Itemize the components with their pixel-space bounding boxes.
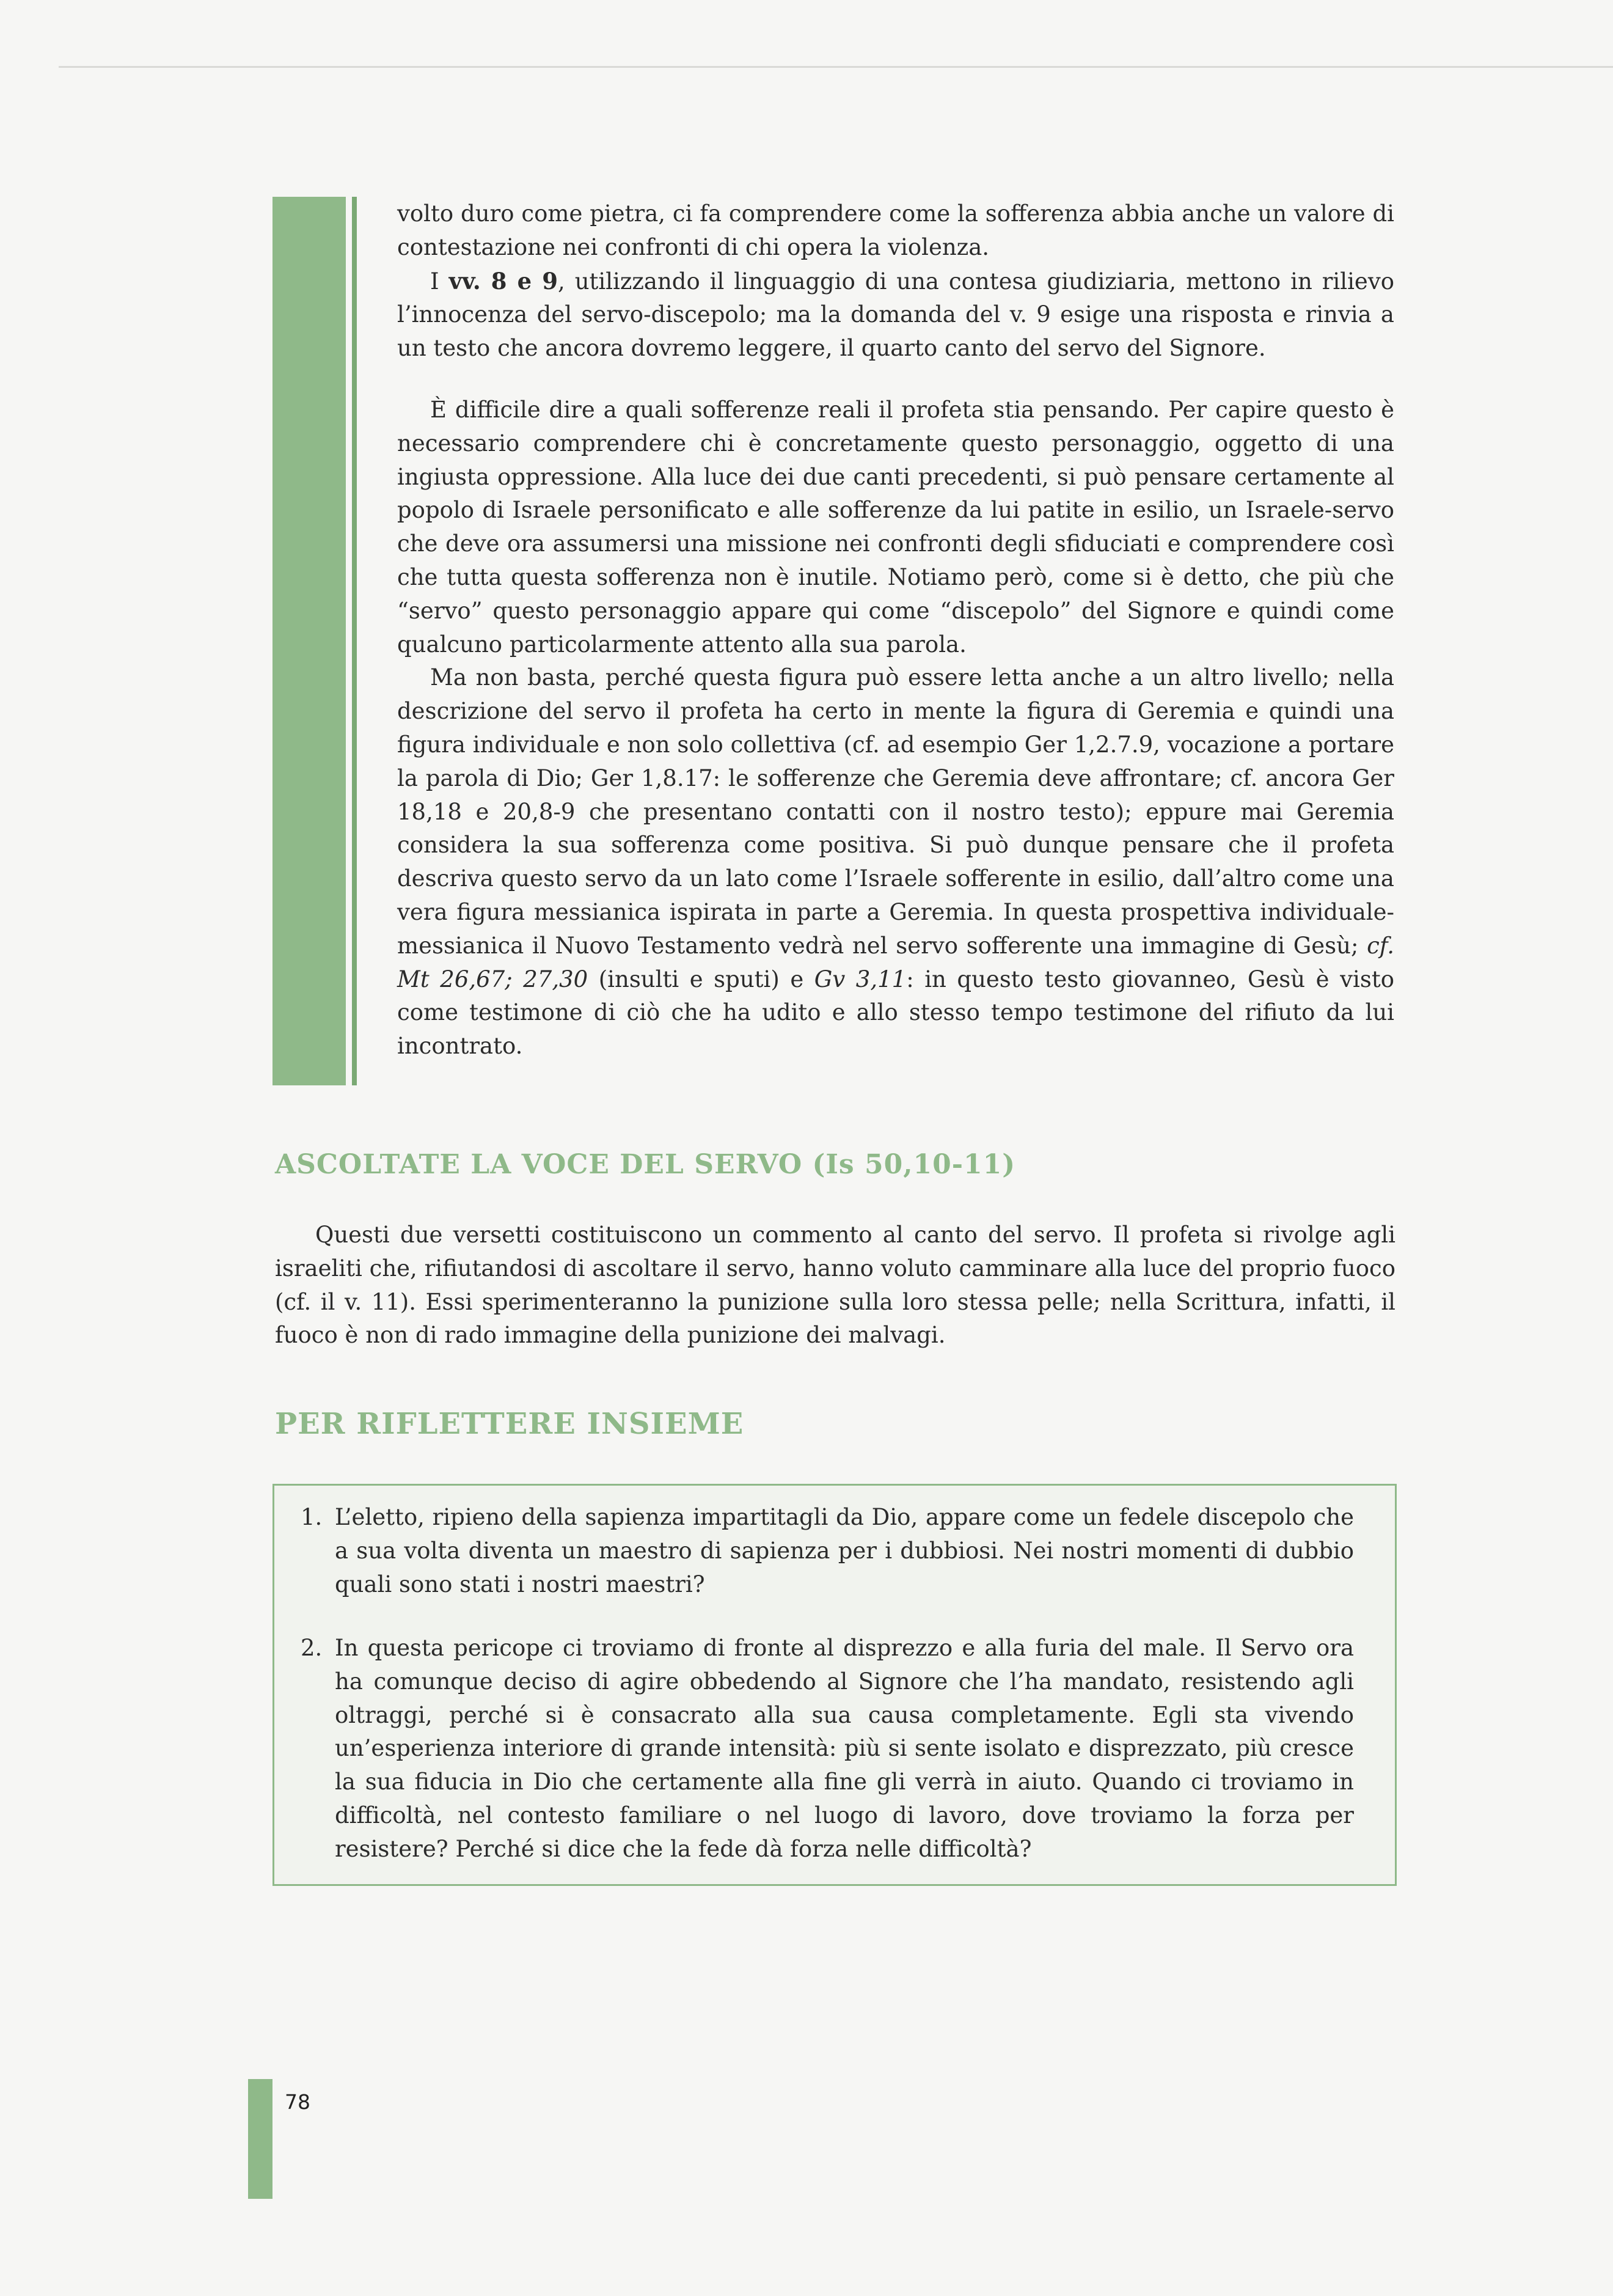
margin-thin-bar — [352, 197, 357, 1085]
paragraph-3: È difficile dire a quali sofferenze reali il profeta stia pensando. Per capire questo è necessario comprendere chi è concretamente questo personaggio, oggetto di una ingiusta oppressione. Alla luce dei due canti precedenti, si può pensare certamente al popolo di Israele personificato e alle sofferenze da lui patite in esilio, un Israele-servo che deve ora assumersi una missione nei confronti degli sfiduciati e comprendere così che tutta questa sofferenza non è inutile. Notiamo però, come si è detto, che più che “servo” questo personaggio appare qui come “discepolo” del Signore e quindi come qualcuno particolarmente attento alla sua parola. — [397, 396, 1394, 658]
reflection-item — [301, 1632, 1354, 1866]
page-number: 78 — [285, 2090, 310, 2114]
item-text: L’eletto, ripieno della sapienza impartitagli da Dio, appare come un fedele discepolo che a sua volta diventa un maestro di sapienza per i dubbiosi. Nei nostri momenti di dubbio quali sono stati i nostri maestri? — [335, 1504, 1354, 1597]
item-number: 1. — [301, 1504, 323, 1530]
item-number: 2. — [301, 1635, 323, 1661]
paragraph-1: volto duro come pietra, ci fa comprendere come la sofferenza abbia anche un valore di contestazione nei confronti di chi opera la violenza. — [397, 200, 1394, 260]
paragraph-2: I vv. 8 e 9, utilizzando il linguaggio di una contesa giudiziaria, mettono in rilievo l’innocenza del servo-discepolo; ma la domanda del v. 9 esige una risposta e rinvia a un testo che ancora dovremo leggere, il quarto canto del servo del Signore. — [397, 267, 1394, 362]
main-text-block — [397, 197, 1394, 1063]
section-text-ascoltate: Questi due versetti costituiscono un commento al canto del servo. Il profeta si rivolge agli israeliti che, rifiutandosi di ascoltare il servo, hanno voluto camminare alla luce del proprio fuoco (cf. il v. 11). Essi sperimenteranno la punizione sulla loro stessa pelle; nella Scrittura, infatti, il fuoco è non di rado immagine della punizione dei malvagi. — [275, 1222, 1395, 1349]
top-rule — [59, 66, 1613, 68]
footer-green-bar — [248, 2079, 272, 2199]
margin-green-bar — [272, 197, 346, 1085]
item-text: In questa pericope ci troviamo di fronte al disprezzo e alla furia del male. Il Servo ora ha comunque deciso di agire obbedendo al Signore che l’ha mandato, resistendo agli oltraggi, perché si è consacrato alla sua causa completamente. Egli sta vivendo un’esperienza interiore di grande intensità: più si sente isolato e disprezzato, più cresce la sua fiducia in Dio che certamente alla fine gli verrà in aiuto. Quando ci troviamo in difficoltà, nel contesto familiare o nel luogo di lavoro, dove troviamo la forza per resistere? Perché si dice che la fede dà forza nelle difficoltà? — [335, 1635, 1354, 1862]
section-heading-ascoltate: ASCOLTATE LA VOCE DEL SERVO (Is 50,10-11) — [275, 1149, 1016, 1180]
section-heading-riflettere: PER RIFLETTERE INSIEME — [275, 1407, 744, 1441]
paragraph-4: Ma non basta, perché questa figura può essere letta anche a un altro livello; nella descrizione del servo il profeta ha certo in mente la figura di Geremia e quindi una figura individuale e non solo collettiva (cf. ad esempio Ger 1,2.7.9, vocazione a portare la parola di Dio; Ger 1,8.17: le sofferenze che Geremia deve affrontare; cf. ancora Ger 18,18 e 20,8-9 che presentano contatti con il nostro testo); eppure mai Geremia considera la sua sofferenza come positiva. Si può dunque pensare che il profeta descriva questo servo da un lato come l’Israele sofferente in esilio, dall’altro come una vera figura messianica ispirata in parte a Geremia. In questa prospettiva individuale-messianica il Nuovo Testamento vedrà nel servo sofferente una immagine di Gesù; cf. Mt 26,67; 27,30 (insulti e sputi) e Gv 3,11: in questo testo giovanneo, Gesù è visto come testimone di ciò che ha udito e allo stesso tempo testimone del rifiuto da lui incontrato. — [397, 664, 1394, 1060]
verse-reference: vv. 8 e 9 — [448, 267, 558, 295]
reflection-item — [301, 1501, 1354, 1601]
